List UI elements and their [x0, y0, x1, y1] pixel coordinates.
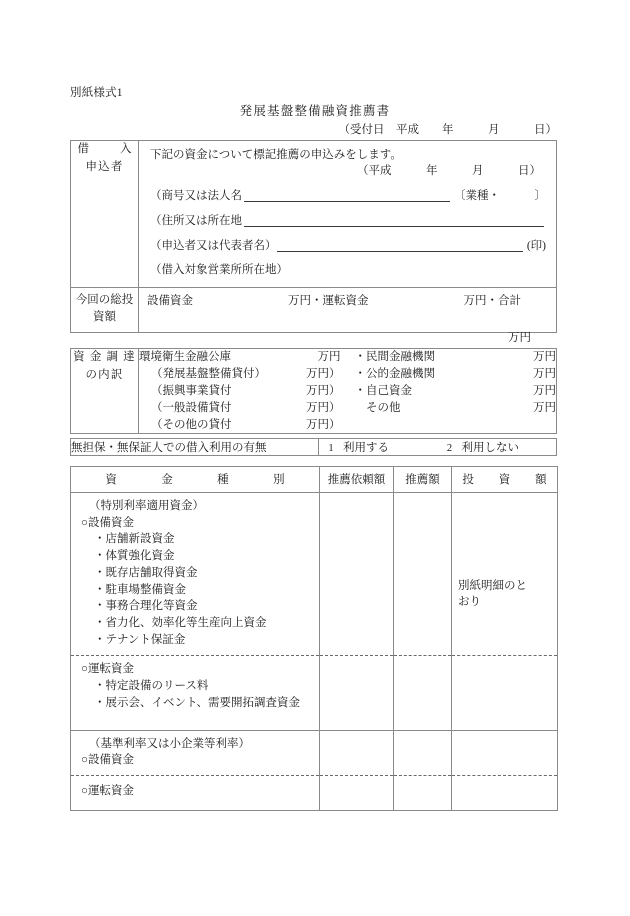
- funding-item: [139, 349, 341, 366]
- standard-equipment-investment-input[interactable]: [452, 730, 558, 775]
- total-investment-label: 今回の総投資額: [71, 287, 139, 333]
- special-working-recommended-input[interactable]: [394, 656, 452, 730]
- funding-item-name: ・自己資金: [354, 384, 412, 397]
- special-equipment-investment-cell[interactable]: [452, 493, 558, 656]
- funding-item-name: （一般設備貸付: [151, 401, 232, 414]
- column-header-recommended-amount: 推薦額: [394, 467, 452, 493]
- fund-item: ・テナント保証金: [94, 633, 186, 646]
- special-equipment-requested-input[interactable]: [320, 493, 394, 656]
- fund-item: ・省力化、効率化等生産向上資金: [94, 617, 267, 630]
- total-fund-group: [498, 292, 548, 308]
- option-1-label[interactable]: 利用する: [343, 442, 389, 454]
- fund-item: ・店舗新設資金: [94, 533, 175, 546]
- working-fund-label: 運転資金: [322, 294, 369, 307]
- funding-item: [139, 400, 341, 417]
- application-date-line: （平成 年 月 日）: [357, 164, 541, 177]
- special-working-requested-input[interactable]: [320, 656, 394, 730]
- funding-right-column: [355, 349, 557, 433]
- funding-item: [355, 349, 557, 366]
- column-header-fund-kind: [71, 467, 320, 493]
- funding-item-unit[interactable]: 万円）: [306, 384, 341, 397]
- equipment-fund-unit[interactable]: 万円・: [288, 294, 323, 307]
- special-working-investment-input[interactable]: [452, 656, 558, 730]
- funding-item-name: （振興事業貸付: [151, 384, 232, 397]
- applicant-row-label: [71, 141, 139, 288]
- unsecured-loan-options-cell: [319, 439, 557, 456]
- total-investment-values-cell: [139, 287, 557, 333]
- funding-breakdown-table: [70, 348, 557, 434]
- working-fund-unit[interactable]: 万円・: [463, 294, 498, 307]
- fund-item: ・事務合理化等資金: [94, 600, 198, 613]
- funding-item-unit[interactable]: 万円: [533, 401, 556, 414]
- funding-item: [139, 383, 341, 400]
- investment-note-line2: おり: [458, 595, 481, 608]
- funding-breakdown-content: [139, 349, 557, 434]
- special-working-kind-cell: [71, 656, 320, 730]
- standard-equipment-kind-cell: [71, 730, 320, 775]
- funding-item-unit[interactable]: 万円: [533, 384, 556, 397]
- address-label: （住所又は所在地: [150, 214, 242, 227]
- funding-item-unit[interactable]: 万円）: [306, 401, 341, 414]
- special-equipment-recommended-input[interactable]: [394, 493, 452, 656]
- equipment-fund-label: 設備資金: [147, 294, 193, 307]
- schedule-row-standard-working: [71, 776, 558, 811]
- funding-item-unit[interactable]: 万円: [533, 351, 556, 363]
- total-investment-row: [71, 287, 557, 333]
- address-input[interactable]: [244, 215, 544, 227]
- funding-breakdown-row: [71, 349, 557, 434]
- standard-equipment-requested-input[interactable]: [320, 730, 394, 775]
- funding-item-name: （発展基盤整備貸付）: [151, 367, 266, 380]
- form-code-label: 別紙様式1: [70, 87, 123, 99]
- funding-item-name: ・公的金融機関: [354, 367, 435, 380]
- column-header-requested-amount: 推薦依頼額: [320, 467, 394, 493]
- funding-item: [355, 400, 557, 417]
- special-equipment-group: ○設備資金: [81, 516, 134, 529]
- applicant-info-table: [70, 140, 557, 333]
- representative-field-row: [150, 240, 546, 252]
- standard-working-investment-input[interactable]: [452, 776, 558, 811]
- funding-item-name: その他: [354, 401, 401, 414]
- column-header-fund-kind-text: 資 金 種 別: [105, 474, 292, 486]
- schedule-header-row: [71, 467, 558, 493]
- unsecured-loan-row: [71, 439, 557, 456]
- applicant-label-line1: 借 入: [77, 143, 132, 155]
- representative-input[interactable]: [277, 240, 523, 252]
- trade-name-label: （商号又は法人名: [150, 189, 242, 202]
- funding-item: [139, 417, 341, 434]
- seal-marker: (印): [526, 239, 546, 252]
- representative-label: （申込者又は代表者名）: [150, 239, 277, 252]
- application-lead-text: 下記の資金について標記推薦の申込みをします。: [150, 149, 402, 161]
- funding-item: [355, 366, 557, 383]
- trade-name-input[interactable]: [244, 190, 450, 202]
- column-header-investment-amount-text: 投 資 額: [462, 474, 554, 486]
- standard-equipment-group: ○設備資金: [81, 754, 134, 767]
- trade-name-field-row: [150, 190, 546, 202]
- funding-item-name: （その他の貸付: [151, 418, 232, 431]
- applicant-label-line2: 申込者: [85, 160, 124, 173]
- total-fund-unit[interactable]: 万円: [508, 332, 531, 344]
- fund-item: ・特定設備のリース料: [94, 680, 209, 693]
- applicant-row: [71, 141, 557, 288]
- investment-note-line1: 別紙明細のと: [458, 580, 527, 592]
- funding-label-line2: の内訳: [85, 368, 124, 381]
- funding-item-unit[interactable]: 万円）: [306, 367, 341, 380]
- funding-item: [139, 366, 341, 383]
- receipt-date-line: （受付日 平成 年 月 日）: [338, 124, 557, 136]
- fund-item: ・展示会、イベント、需要開拓調査資金: [94, 696, 300, 709]
- schedule-row-special-working: [71, 656, 558, 730]
- funding-label-line1: 資 金 調 達: [73, 351, 136, 363]
- fund-schedule-table: [70, 466, 558, 811]
- funding-item: [355, 383, 557, 400]
- fund-item: ・駐車場整備資金: [94, 583, 186, 596]
- standard-equipment-recommended-input[interactable]: [394, 730, 452, 775]
- standard-working-group: ○運転資金: [81, 785, 134, 798]
- column-header-investment-amount: [452, 467, 558, 493]
- option-2-number: 2: [446, 443, 453, 454]
- applicant-content-cell: [139, 141, 557, 288]
- fund-item: ・既存店舗取得資金: [94, 566, 198, 579]
- funding-breakdown-label: [71, 349, 139, 434]
- special-equipment-kind-cell: [71, 493, 320, 656]
- standard-working-requested-input[interactable]: [320, 776, 394, 811]
- total-fund-label: 合計: [498, 294, 521, 307]
- funding-item-unit[interactable]: 万円: [317, 351, 341, 363]
- business-location-label: （借入対象営業所所在地）: [150, 264, 288, 276]
- special-working-group: ○運転資金: [81, 663, 134, 676]
- industry-type-bracket[interactable]: 〔業種・ 〕: [454, 189, 546, 202]
- funding-item-unit[interactable]: 万円: [533, 367, 556, 380]
- standard-working-kind-cell: [71, 776, 320, 811]
- address-field-row: [150, 215, 546, 227]
- funding-left-column: [139, 349, 341, 433]
- funding-item-unit[interactable]: 万円）: [306, 418, 341, 431]
- option-2-label[interactable]: 利用しない: [461, 442, 519, 454]
- option-1-number: 1: [328, 443, 334, 454]
- unsecured-loan-label: 無担保・無保証人での借入利用の有無: [71, 439, 319, 456]
- special-rate-heading: （特別利率適用資金）: [89, 500, 204, 512]
- fund-item: ・体質強化資金: [94, 550, 175, 563]
- schedule-row-standard-equipment: [71, 730, 558, 775]
- schedule-row-special-equipment: [71, 493, 558, 656]
- funding-item-name: 環境衛生金融公庫: [139, 351, 231, 363]
- standard-working-recommended-input[interactable]: [394, 776, 452, 811]
- document-title: 発展基盤整備融資推薦書: [239, 104, 391, 118]
- funding-item-name: ・民間金融機関: [354, 351, 435, 363]
- unsecured-loan-table: [70, 438, 557, 456]
- standard-rate-heading: （基準利率又は小企業等利率）: [89, 737, 250, 750]
